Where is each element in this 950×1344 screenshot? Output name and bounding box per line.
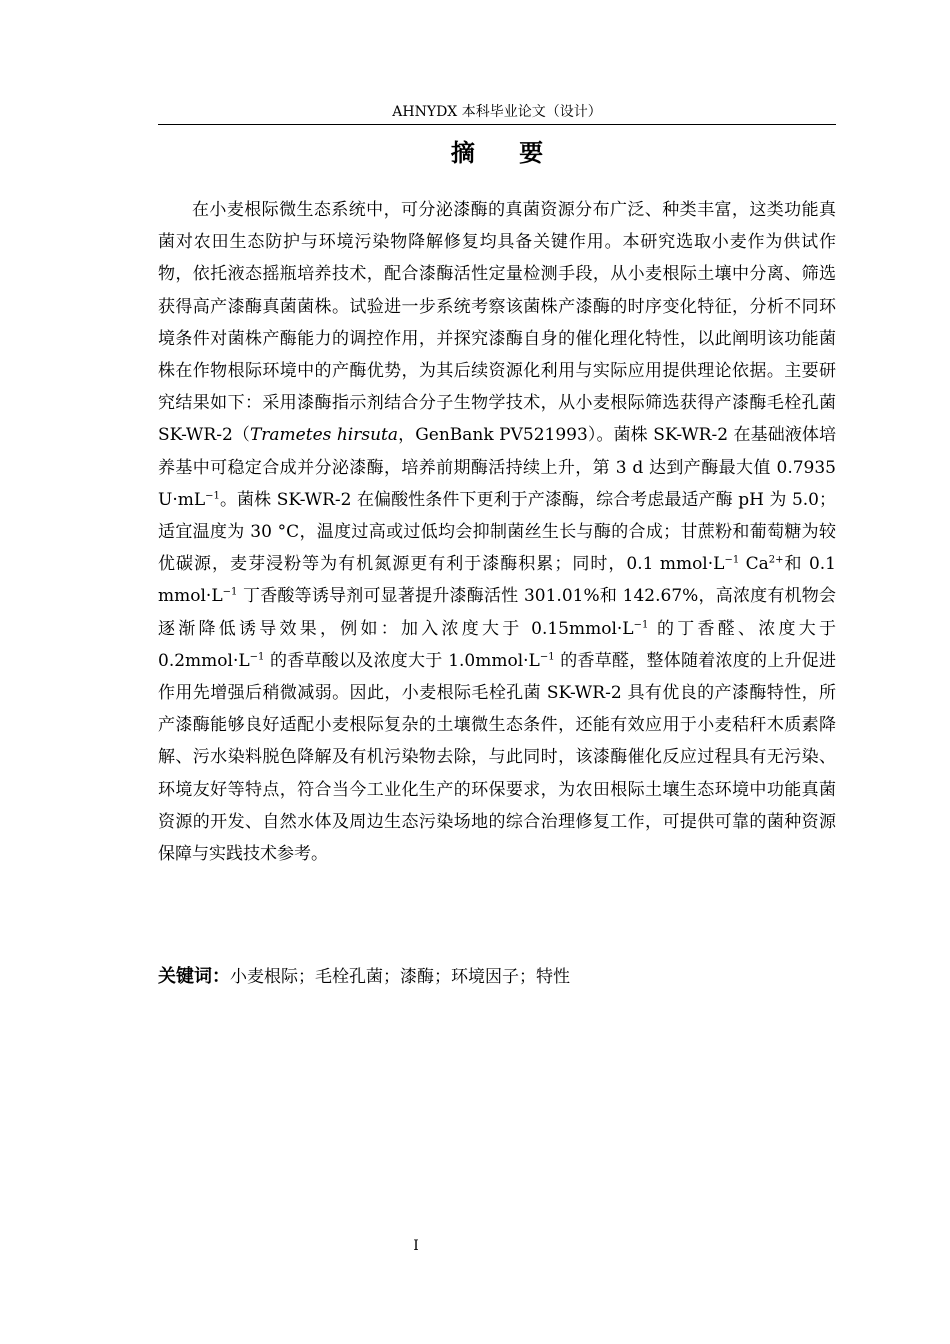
- abstract-text-6: 丁香酸等诱导剂可显著提升漆酶活性 301.01%和 142.67%，高浓度有机物会逐渐降低诱导效果，例如：加入浓度大于 0.15mmol·L: [158, 586, 836, 639]
- superscript: −1: [205, 490, 220, 502]
- running-header: AHNYDX 本科毕业论文（设计）: [392, 104, 602, 120]
- superscript: −1: [539, 651, 555, 663]
- abstract-text-7: 的丁香醛、浓度大于 0.2mmol·L: [158, 618, 836, 671]
- superscript: −1: [222, 586, 238, 598]
- abstract-text-3: 。菌株 SK-WR-2 在偏酸性条件下更利于产漆酶，综合考虑最适产酶 pH 为 5.0；适宜温度为 30 °C，温度过高或过低均会抑制菌丝生长与酶的合成；甘蔗粉和葡萄糖为较优碳源，麦芽浸粉等为有机氮源更有利于漆酶积累；同时，0.1 mmol·L: [158, 489, 836, 575]
- keywords-line: [158, 962, 836, 992]
- keywords-text: 小麦根际；毛栓孔菌；漆酶；环境因子；特性: [230, 967, 570, 987]
- species-name: Trametes hirsuta: [249, 425, 399, 446]
- abstract-text-1: 在小麦根际微生态系统中，可分泌漆酶的真菌资源分布广泛、种类丰富，这类功能真菌对农田生态防护与环境污染物降解修复均具备关键作用。本研究选取小麦作为供试作物，依托液态摇瓶培养技术，配合漆酶活性定量检测手段，从小麦根际土壤中分离、筛选获得高产漆酶真菌菌株。试验进一步系统考察该菌株产漆酶的时序变化特征，分析不同环境条件对菌株产酶能力的调控作用，并探究漆酶自身的催化理化特性，以此阐明该功能菌株在作物根际环境中的产酶优势，为其后续资源化利用与实际应用提供理论依据。主要研究结果如下：采用漆酶指示剂结合分子生物学技术，从小麦根际筛选获得产漆酶毛栓孔菌 SK-WR-2（: [158, 200, 836, 446]
- superscript: 2+: [768, 554, 784, 566]
- superscript: −1: [724, 554, 740, 566]
- superscript: −1: [633, 618, 649, 630]
- superscript: −1: [249, 651, 265, 663]
- page-number: I: [413, 1238, 419, 1254]
- header-rule: [158, 124, 836, 125]
- keywords-label: 关键词：: [158, 966, 230, 987]
- abstract-title: 摘 要: [450, 139, 562, 167]
- abstract-text-4: Ca: [739, 554, 769, 575]
- abstract-text-2: ，GenBank PV521993）。菌株 SK-WR-2 在基础液体培养基中可稳定合成并分泌漆酶，培养前期酶活持续上升，第 3 d 达到产酶最大值 0.7935 U·mL: [158, 425, 837, 510]
- abstract-paragraph: [158, 194, 836, 870]
- abstract-text-8: 的香草酸以及浓度大于 1.0mmol·L: [264, 650, 540, 671]
- abstract-text-5: 和 0.1 mmol·L: [158, 554, 836, 607]
- abstract-text-9: 的香草醛，整体随着浓度的上升促进作用先增强后稍微减弱。因此，小麦根际毛栓孔菌 SK-WR-2 具有优良的产漆酶特性，所产漆酶能够良好适配小麦根际复杂的土壤微生态条件，还能有效应用于小麦秸秆木质素降解、污水染料脱色降解及有机污染物去除，与此同时，该漆酶催化反应过程具有无污染、环境友好等特点，符合当今工业化生产的环保要求，为农田根际土壤生态环境中功能真菌资源的开发、自然水体及周边生态污染场地的综合治理修复工作，可提供可靠的菌种资源保障与实践技术参考。: [158, 650, 836, 865]
